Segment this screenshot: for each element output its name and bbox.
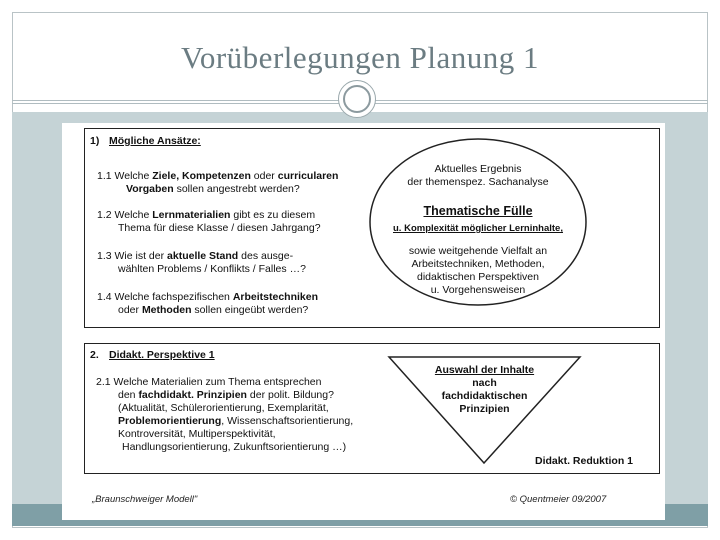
section-1-number: 1) bbox=[90, 135, 100, 147]
question-2-1-cont: den fachdidakt. Prinzipien der polit. Bildung? bbox=[118, 389, 334, 401]
principles-line-2: Problemorientierung, Wissenschaftsorientierung, bbox=[118, 415, 354, 427]
triangle-line-3: fachdidaktischen bbox=[441, 390, 528, 402]
question-1-2: 1.2 Welche Lernmaterialien gibt es zu diesem bbox=[97, 209, 316, 221]
slide-title: Vorüberlegungen Planung 1 bbox=[180, 40, 540, 75]
section-2-number: 2. bbox=[90, 349, 99, 361]
ellipse-line-2: der themenspez. Sachanalyse bbox=[407, 176, 549, 188]
question-1-4-cont: oder Methoden sollen eingeübt werden? bbox=[118, 304, 309, 316]
didactic-reduction-label: Didakt. Reduktion 1 bbox=[535, 455, 634, 467]
principles-line-1: (Aktualität, Schülerorientierung, Exemplarität, bbox=[118, 402, 329, 414]
ellipse-line-5: didaktischen Perspektiven bbox=[417, 271, 539, 283]
principles-line-4: Handlungsorientierung, Zukunftsorientierung …) bbox=[122, 441, 347, 453]
ellipse-subheading: u. Komplexität möglicher Lerninhalte, bbox=[393, 223, 563, 234]
principles-line-3: Kontroversität, Multiperspektivität, bbox=[118, 428, 276, 440]
ellipse-line-3: sowie weitgehende Vielfalt an bbox=[408, 245, 548, 257]
question-2-1: 2.1 Welche Materialien zum Thema entsprechen bbox=[96, 376, 322, 388]
ellipse-line-6: u. Vorgehensweisen bbox=[430, 284, 526, 296]
triangle-line-1: Auswahl der Inhalte bbox=[434, 364, 535, 376]
footer-model-name: „Braunschweiger Modell" bbox=[92, 494, 198, 505]
section-2-heading: Didakt. Perspektive 1 bbox=[109, 349, 215, 361]
question-1-4: 1.4 Welche fachspezifischen Arbeitstechniken bbox=[97, 291, 319, 303]
question-1-1-cont: Vorgaben sollen angestrebt werden? bbox=[126, 183, 300, 195]
scanned-document bbox=[62, 123, 665, 520]
section-1-heading: Mögliche Ansätze: bbox=[109, 135, 201, 147]
question-1-3: 1.3 Wie ist der aktuelle Stand des ausge- bbox=[97, 250, 294, 262]
ellipse-line-4: Arbeitstechniken, Methoden, bbox=[411, 258, 545, 270]
ellipse-line-1: Aktuelles Ergebnis bbox=[434, 163, 522, 175]
decorative-ring-icon bbox=[338, 80, 376, 118]
triangle-line-2: nach bbox=[472, 377, 497, 389]
triangle-line-4: Prinzipien bbox=[459, 403, 510, 415]
question-1-1: 1.1 Welche Ziele, Kompetenzen oder curricularen bbox=[97, 170, 339, 182]
ellipse-heading: Thematische Fülle bbox=[423, 204, 533, 218]
question-1-2-cont: Thema für diese Klasse / diesen Jahrgang? bbox=[118, 222, 321, 234]
footer-copyright: © Quentmeier 09/2007 bbox=[510, 494, 607, 505]
question-1-3-cont: wählten Problems / Konflikts / Falles …? bbox=[118, 263, 306, 275]
